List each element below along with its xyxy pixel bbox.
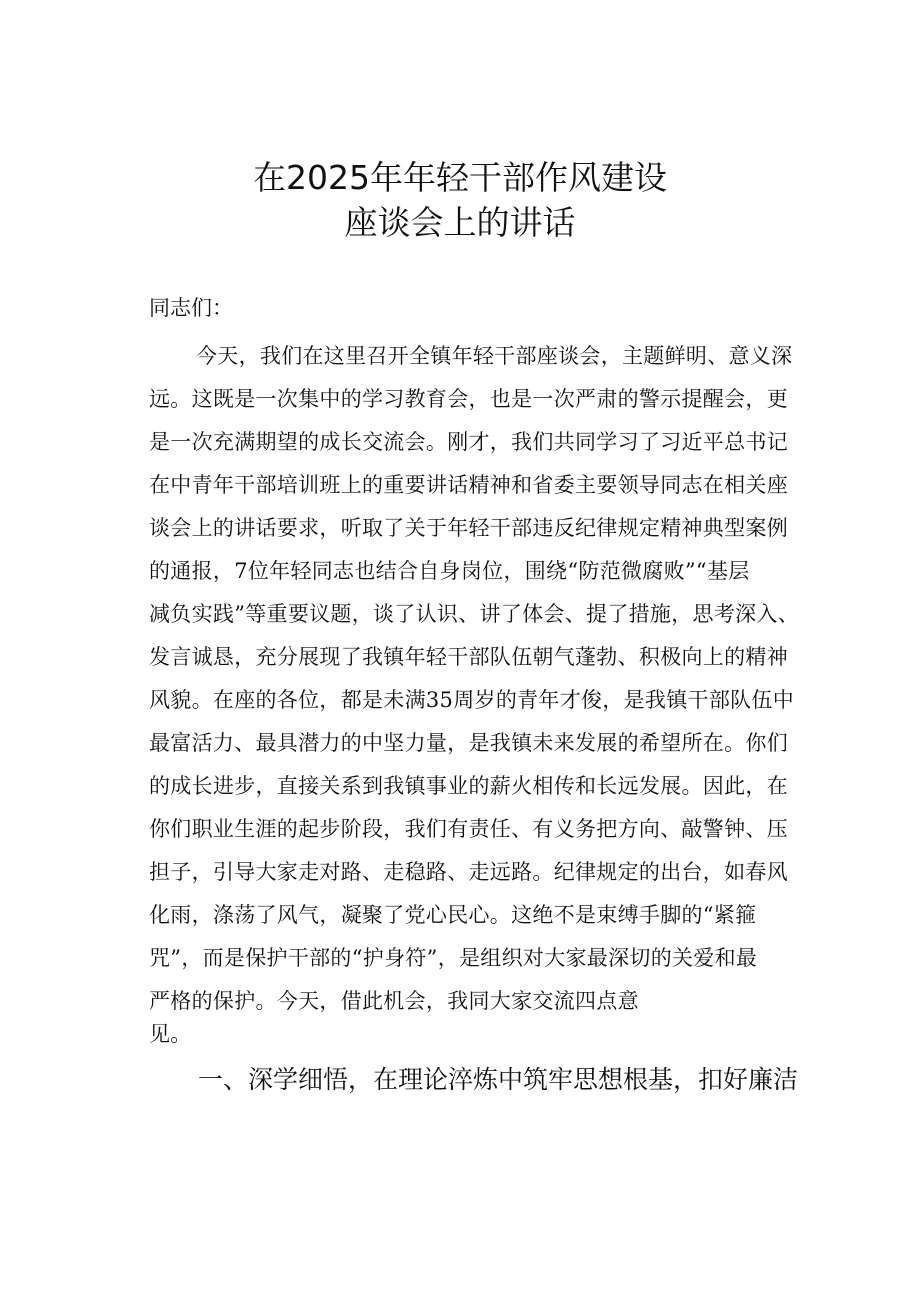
title-line-2: 座谈会上的讲话: [344, 203, 576, 242]
paragraph-line: 发言诚恳，充分展现了我镇年轻干部队伍朝气蓬勃、积极向上的精神: [149, 645, 788, 669]
paragraph-line: 见。: [149, 1022, 192, 1046]
paragraph-line: 严格的保护。今天，借此机会，我同大家交流四点意: [149, 989, 639, 1013]
paragraph-line: 谈会上的讲话要求，听取了关于年轻干部违反纪律规定精神典型案例: [149, 516, 788, 540]
paragraph-line: 咒”，而是保护干部的“护身符”，是组织对大家最深切的关爱和最: [149, 946, 758, 970]
paragraph-line: 的通报，7位年轻同志也结合自身岗位，围绕“防范微腐败”“基层: [149, 559, 750, 583]
paragraph-line: 的成长进步，直接关系到我镇事业的薪火相传和长远发展。因此，在: [149, 774, 788, 798]
paragraph-line: 今天，我们在这里召开全镇年轻干部座谈会，主题鲜明、意义深: [196, 344, 793, 368]
paragraph-line: 最富活力、最具潜力的中坚力量，是我镇未来发展的希望所在。你们: [149, 731, 788, 755]
paragraph-line: 在中青年干部培训班上的重要讲话精神和省委主要领导同志在相关座: [149, 473, 788, 497]
paragraph-line: 风貌。在座的各位，都是未满35周岁的青年才俊，是我镇干部队伍中: [149, 688, 795, 712]
paragraph-line: 你们职业生涯的起步阶段，我们有责任、有义务把方向、敲警钟、压: [149, 817, 788, 841]
paragraph-line: 担子，引导大家走对路、走稳路、走远路。纪律规定的出台，如春风: [149, 860, 788, 884]
title-line-1: 在2025年年轻干部作风建设: [253, 158, 667, 197]
section-heading: 一、深学细悟，在理论淬炼中筑牢思想根基，扣好廉洁: [198, 1065, 799, 1094]
paragraph-line: 是一次充满期望的成长交流会。刚才，我们共同学习了习近平总书记: [149, 430, 788, 454]
paragraph-line: 减负实践”等重要议题，谈了认识、讲了体会、提了措施，思考深入、: [149, 602, 800, 626]
paragraph-line: 远。这既是一次集中的学习教育会，也是一次严肃的警示提醒会，更: [149, 387, 788, 411]
salutation: 同志们：: [149, 296, 233, 320]
paragraph-line: 化雨，涤荡了风气，凝聚了党心民心。这绝不是束缚手脚的“紧箍: [149, 903, 757, 927]
